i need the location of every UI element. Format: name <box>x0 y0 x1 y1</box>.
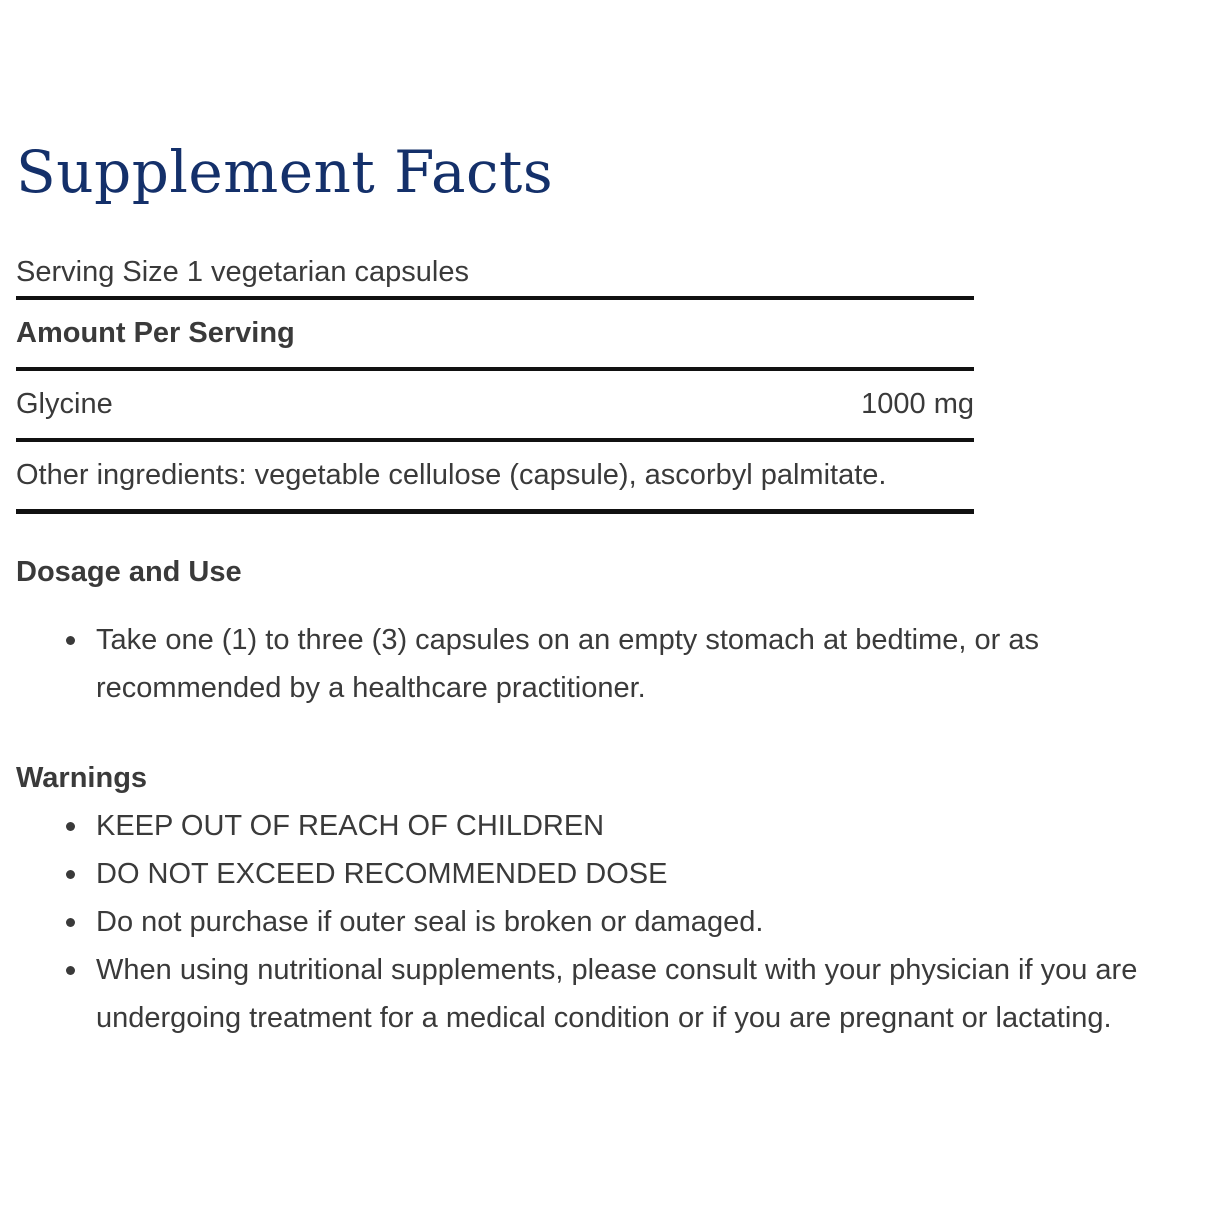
serving-size: Serving Size 1 vegetarian capsules <box>16 256 469 288</box>
page-title: Supplement Facts <box>16 138 554 206</box>
amount-header-label: Amount Per Serving <box>16 317 295 349</box>
bullet-icon <box>66 918 75 927</box>
list-item <box>16 616 1206 712</box>
list-item <box>16 946 1206 1042</box>
other-ingredients-row <box>16 442 974 509</box>
other-ingredients: Other ingredients: vegetable cellulose (capsule), ascorbyl palmitate. <box>16 459 887 491</box>
warning-text: DO NOT EXCEED RECOMMENDED DOSE <box>96 858 668 890</box>
list-item <box>16 850 1206 898</box>
ingredient-amount: 1000 mg <box>861 388 974 420</box>
dosage-text: Take one (1) to three (3) capsules on an empty stomach at bedtime, or as recommended by a healthcare practitioner. <box>96 624 1039 704</box>
bullet-icon <box>66 870 75 879</box>
amount-per-serving-header <box>16 300 974 367</box>
list-item <box>16 898 1206 946</box>
supplement-facts-table <box>16 250 974 514</box>
bullet-icon <box>66 822 75 831</box>
warnings-list <box>16 802 1206 1042</box>
bullet-icon <box>66 966 75 975</box>
divider-thick <box>16 509 974 514</box>
warning-text: KEEP OUT OF REACH OF CHILDREN <box>96 810 605 842</box>
warning-text: When using nutritional supplements, please consult with your physician if you are undergoing treatment for a medical condition or if you are pregnant or lactating. <box>96 954 1138 1034</box>
warnings-heading: Warnings <box>16 762 148 794</box>
list-item <box>16 802 1206 850</box>
bullet-icon <box>66 636 75 645</box>
warning-text: Do not purchase if outer seal is broken or damaged. <box>96 906 764 938</box>
ingredient-name: Glycine <box>16 388 113 420</box>
dosage-heading: Dosage and Use <box>16 556 242 588</box>
ingredient-row <box>16 371 974 438</box>
dosage-list <box>16 616 1206 712</box>
